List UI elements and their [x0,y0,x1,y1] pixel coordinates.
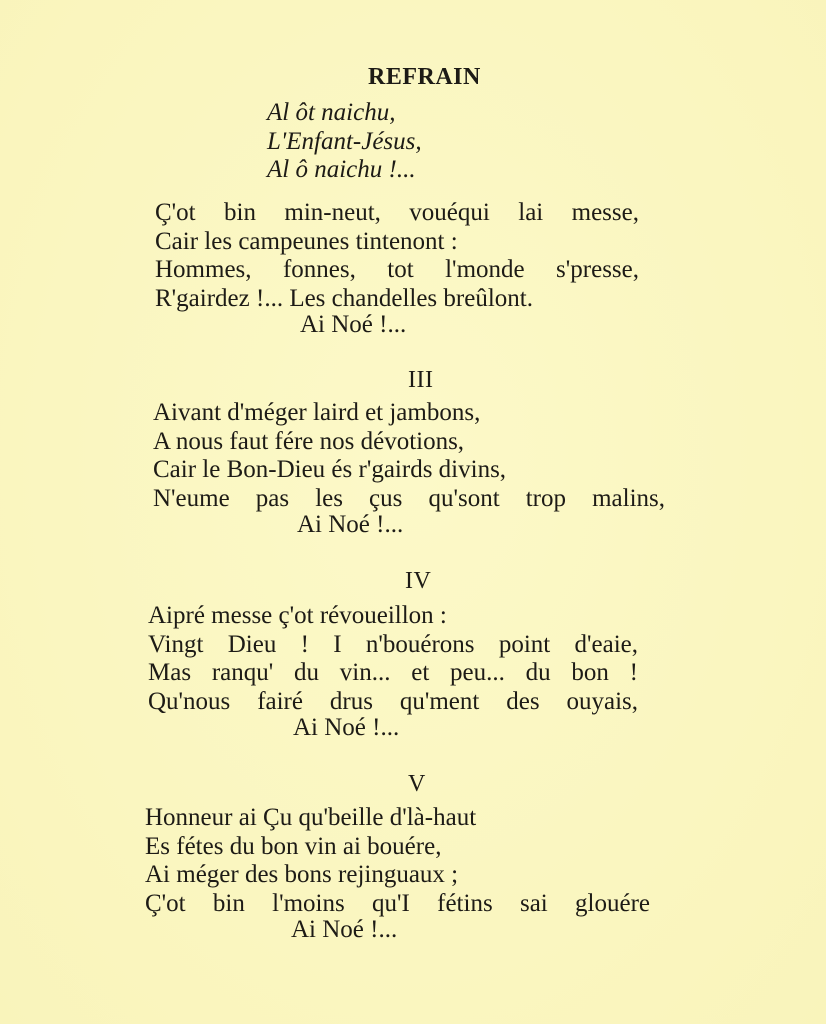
verse-line: Qu'nous fairé drus qu'ment des ouyais, [148,687,638,715]
stanza-number: V [408,771,426,797]
verse-line: A nous faut fére nos dévotions, [153,427,465,455]
verse-line: R'gairdez !... Les chandelles breûlont. [155,284,533,312]
refrain-cue: Ai Noé !... [291,916,398,943]
stanza-number: IV [405,568,432,594]
verse-line: Mas ranqu' du vin... et peu... du bon ! [148,659,638,686]
verse-line: Cair le Bon-Dieu és r'gairds divins, [153,456,507,483]
stanza-3 [153,399,665,513]
verse-line: Aivant d'méger laird et jambons, [153,399,481,426]
verse-line: Hommes, fonnes, tot l'monde s'presse, [155,256,639,283]
verse-line: Ç'ot bin min-neut, vouéqui lai messe, [155,199,639,226]
verse-line: Es fétes du bon vin ai bouére, [145,832,442,860]
verse-line: Ai méger des bons rejinguaux ; [145,861,459,888]
verse-line: Vingt Dieu ! I n'bouérons point d'eaie, [148,630,638,658]
refrain-heading: REFRAIN [368,64,481,90]
verse-line: N'eume pas les çus qu'sont trop malins, [153,484,665,512]
refrain-lines [267,99,422,185]
refrain-line: Al ôt naichu, [267,99,396,126]
stanza-5 [145,804,650,918]
verse-line: Ç'ot bin l'moins qu'I fétins sai glouére [145,889,650,917]
stanza-4 [148,602,638,716]
stanza-2 [155,199,639,313]
refrain-cue: Ai Noé !... [297,511,404,538]
verse-line: Cair les campeunes tintenont : [155,227,458,255]
refrain-cue: Ai Noé !... [300,311,407,338]
refrain-line: L'Enfant-Jésus, [267,127,422,155]
refrain-line: Al ô naichu !... [267,156,416,183]
verse-line: Honneur ai Çu qu'beille d'là-haut [145,804,477,831]
stanza-number: III [408,367,434,393]
verse-line: Aipré messe ç'ot révoueillon : [148,602,447,629]
refrain-cue: Ai Noé !... [293,714,400,741]
